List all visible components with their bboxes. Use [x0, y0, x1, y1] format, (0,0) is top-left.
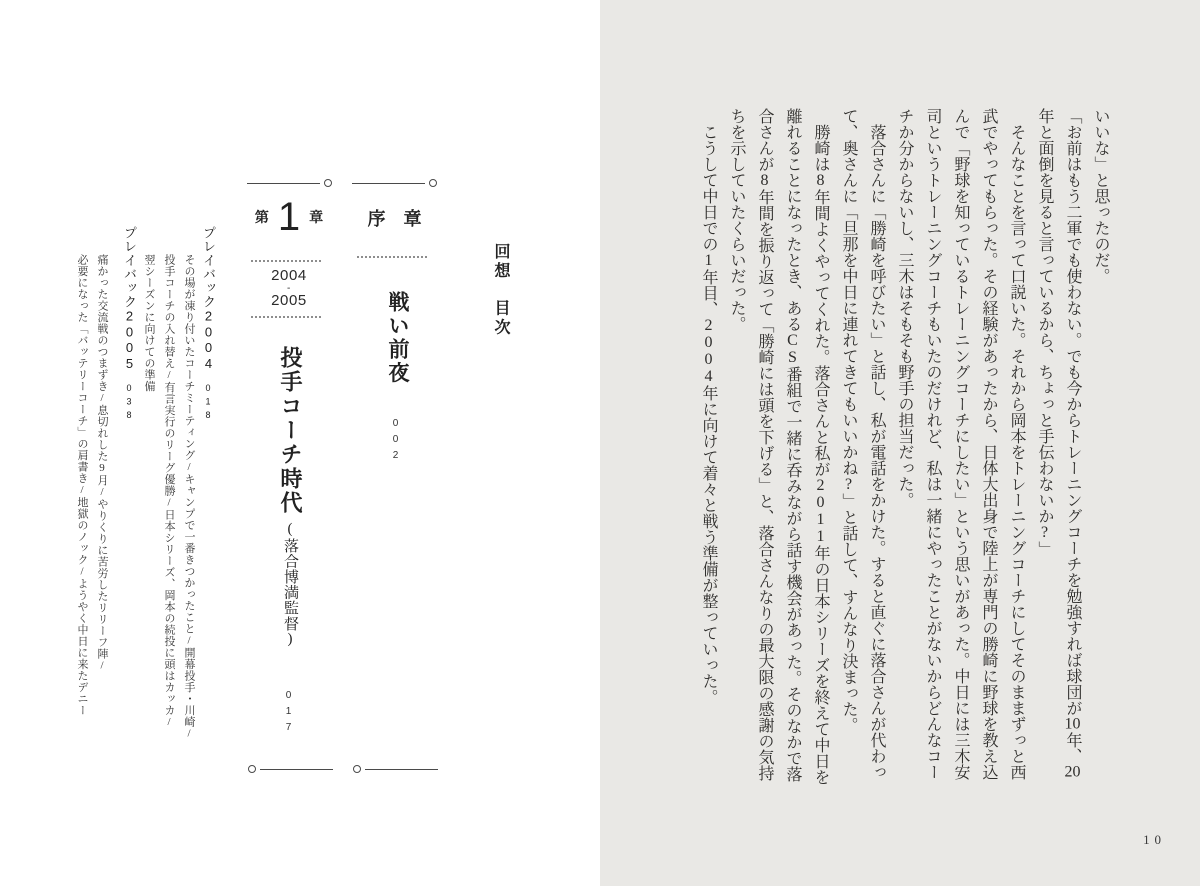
year-dash: -: [287, 283, 291, 294]
chapter-prefix: 第: [254, 211, 269, 226]
chapter-1-title-main: 投手コーチ時代: [278, 346, 303, 516]
paragraph: こうして中日での1年目、2004年に向けて着々と戦う準備が整っていった。: [700, 124, 717, 705]
chapter-suffix: 章: [309, 211, 324, 226]
ornament-circle-line-bottom: [353, 765, 438, 773]
chapter-1-title: [275, 346, 306, 648]
chapter-1-subtitle: (落合博満監督): [282, 521, 298, 649]
toc-subitem: 痛かった交流戦のつまずき/息切れした9月/やりくりに苦労したリリーフ陣/: [96, 254, 108, 672]
ornament-circle: [429, 179, 437, 187]
chapter-1-page-number: 017: [283, 690, 294, 738]
dotted-rule: [251, 260, 321, 262]
year-from: 2004: [271, 267, 307, 284]
ornament-circle-line-bottom: [248, 765, 333, 773]
toc-subitem: 投手コーチの入れ替え/有言実行のリーグ優勝/日本シリーズ、岡本の続投に頭はカッカ/: [163, 254, 175, 729]
toc-entry-playback-2004: [199, 226, 218, 424]
page-number: 10: [1143, 832, 1166, 847]
ornament-line-circle-top: [352, 179, 437, 187]
chapter-number: 1: [277, 195, 301, 239]
toc-title: 回想 目次: [492, 243, 509, 338]
chapter-1-heading: [245, 194, 333, 240]
ornament-circle: [248, 765, 256, 773]
paragraph: 勝崎は8年間よくやってくれた。落合さんと私が2011年の日本シリーズを終えて中日を離れることになったとき、あるCS番組で一緒に呑みながら話す機会があった。そのなかで落合さんが8年間を振り返って「勝崎には頭を下げる」と、落合さんなりの最大限の感謝の気持ちを示していたくらいだった。: [728, 108, 829, 785]
paragraph: いいな」と思ったのだ。: [1092, 108, 1109, 284]
ornament-circle: [353, 765, 361, 773]
ornament-circle: [324, 179, 332, 187]
dotted-rule: [357, 256, 427, 258]
toc-entry-label: プレイバック2005: [122, 226, 137, 372]
body-page: [600, 0, 1200, 886]
paragraph: 「お前はもう二軍でも使わない。でも今からトレーニングコーチを勉強すれば球団が10年、20年と面倒を見ると言っているから、ちょっと手伝わないか?」: [1036, 108, 1081, 780]
paragraph: そんなことを言って口説いた。それから岡本をトレーニングコーチにしてそのままずっと西武でやってもらった。その経験があったから、日体大出身で陸上が専門の勝崎に野球を教え込んで「野球を知っているトレーニングコーチにしたい」という思いがあった。中日には三木安司というトレーニングコーチもいたのだけれど、私は一緒にやったことがないからどんなコーチか分からないし、三木はそもそも野手の担当だった。: [896, 108, 1025, 780]
toc-entry-page: 038: [124, 382, 134, 424]
dotted-rule: [251, 316, 321, 318]
ornament-line: [352, 183, 425, 184]
chapter-0-title: 戦い前夜: [386, 291, 410, 386]
body-text: [694, 108, 1114, 786]
toc-subitem: 翌シーズンに向けての準備: [143, 254, 155, 392]
ornament-line: [260, 769, 333, 770]
ornament-line: [365, 769, 438, 770]
toc-subitem: その場が凍り付いたコーチミーティング/キャンプで一番きつかったこと/開幕投手・川崎/: [183, 254, 195, 740]
toc-entry-label: プレイバック2004: [201, 226, 216, 372]
chapter-1-years: [245, 267, 333, 310]
toc-entry-page: 018: [203, 382, 213, 424]
toc-subitem: 必要になった「バッテリーコーチ」の肩書き/地獄のノック/ようやく中日に来たデニー: [76, 254, 88, 716]
toc-entry-playback-2005: [120, 226, 139, 424]
ornament-line: [247, 183, 320, 184]
ornament-line-circle-top: [247, 179, 332, 187]
chapter-0-heading: 序 章: [367, 209, 422, 229]
chapter-0-page-number: 002: [390, 418, 401, 466]
paragraph: 落合さんに「勝崎を呼びたい」と話し、私が電話をかけた。すると直ぐに落合さんが代わって、奥さんに「旦那を中日に連れてきてもいいかね?」と話して、すんなり決まった。: [840, 108, 885, 780]
year-to: 2005: [271, 292, 307, 309]
